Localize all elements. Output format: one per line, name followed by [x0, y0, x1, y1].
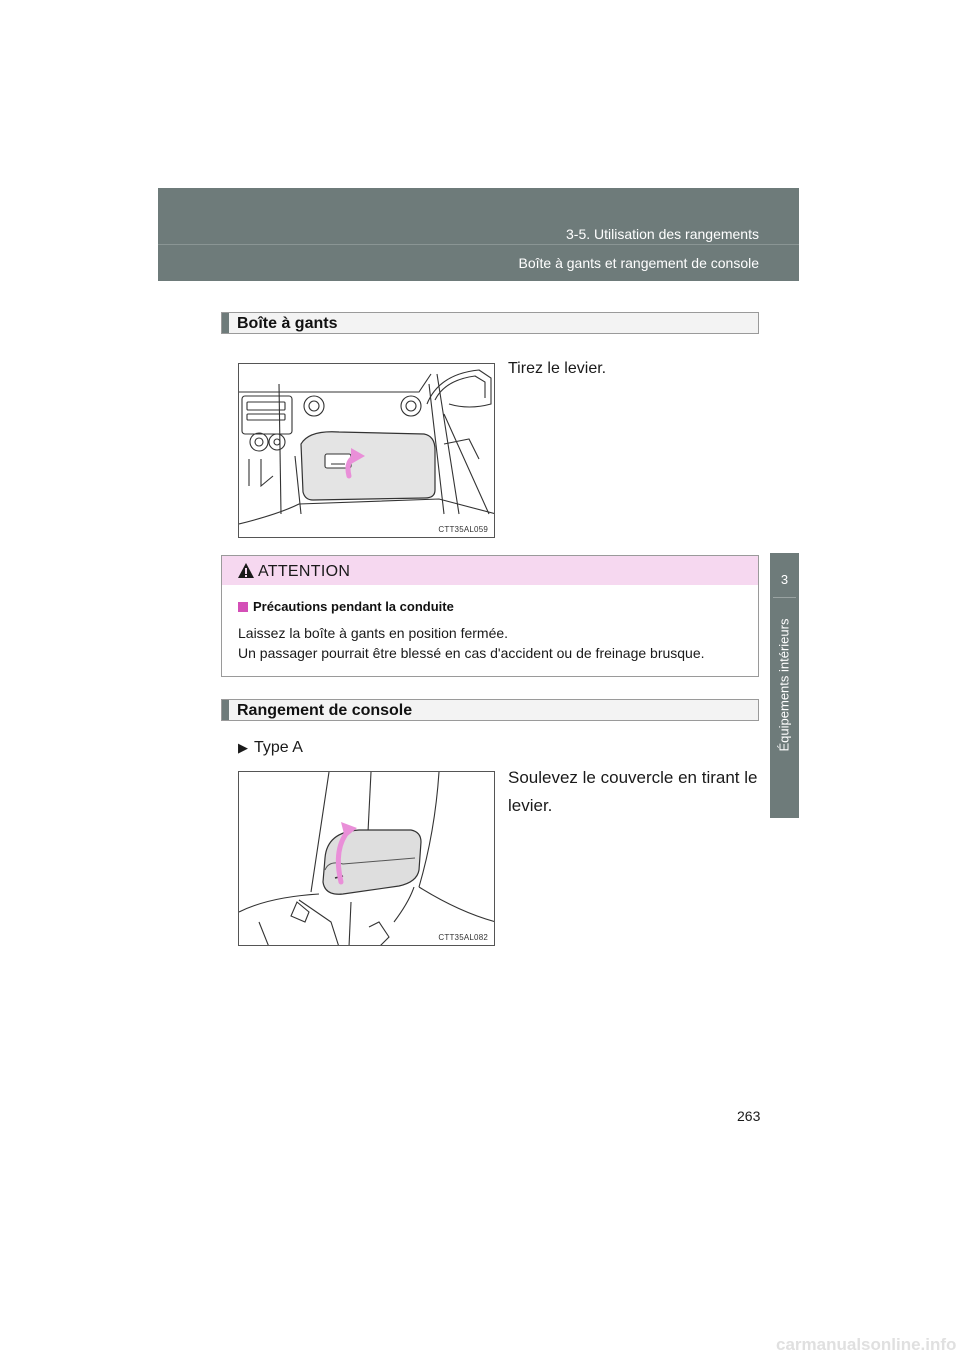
console-type-text: Type A	[254, 739, 303, 756]
caution-title-text: Précautions pendant la conduite	[253, 599, 454, 614]
header-band	[158, 188, 799, 281]
glove-box-illustration	[238, 363, 495, 538]
header-divider	[158, 244, 799, 245]
chapter-side-tab[interactable]	[770, 553, 799, 818]
header-section-title: 3-5. Utilisation des rangements	[566, 226, 759, 242]
console-heading: Rangement de console	[237, 702, 413, 719]
console-storage-illustration	[238, 771, 495, 946]
console-heading-bar	[221, 699, 759, 721]
watermark-logo	[776, 1333, 956, 1355]
chapter-tab-divider	[773, 597, 796, 598]
console-drawing	[239, 772, 495, 946]
header-subsection-title: Boîte à gants et rangement de console	[518, 255, 759, 271]
console-instruction-line-2: levier.	[508, 796, 553, 815]
caution-label: ATTENTION	[258, 563, 351, 580]
glove-box-drawing	[239, 364, 495, 538]
triangle-bullet-icon: ▶	[238, 740, 248, 755]
svg-text:carmanualsonline.info: carmanualsonline.info	[776, 1335, 956, 1354]
console-figure-code: CTT35AL082	[438, 933, 488, 942]
caution-header	[222, 556, 758, 585]
glove-box-heading: Boîte à gants	[237, 315, 338, 332]
caution-box	[221, 555, 759, 677]
page-number: 263	[737, 1108, 761, 1124]
chapter-label: Équipements intérieurs	[776, 618, 792, 752]
caution-text-line-1: Laissez la boîte à gants en position fermée.	[238, 625, 509, 641]
caution-text-line-2: Un passager pourrait être blessé en cas d'accident ou de freinage brusque.	[238, 645, 705, 661]
glove-box-instruction: Tirez le levier.	[508, 360, 607, 377]
square-bullet-icon	[238, 602, 248, 612]
console-type-label	[238, 734, 303, 762]
glove-box-figure-code: CTT35AL059	[438, 525, 488, 534]
caution-title	[238, 599, 454, 614]
chapter-number: 3	[780, 572, 789, 587]
warning-triangle-icon	[237, 562, 255, 579]
console-instruction-line-1: Soulevez le couvercle en tirant le	[508, 768, 758, 787]
glove-box-heading-bar	[221, 312, 759, 334]
